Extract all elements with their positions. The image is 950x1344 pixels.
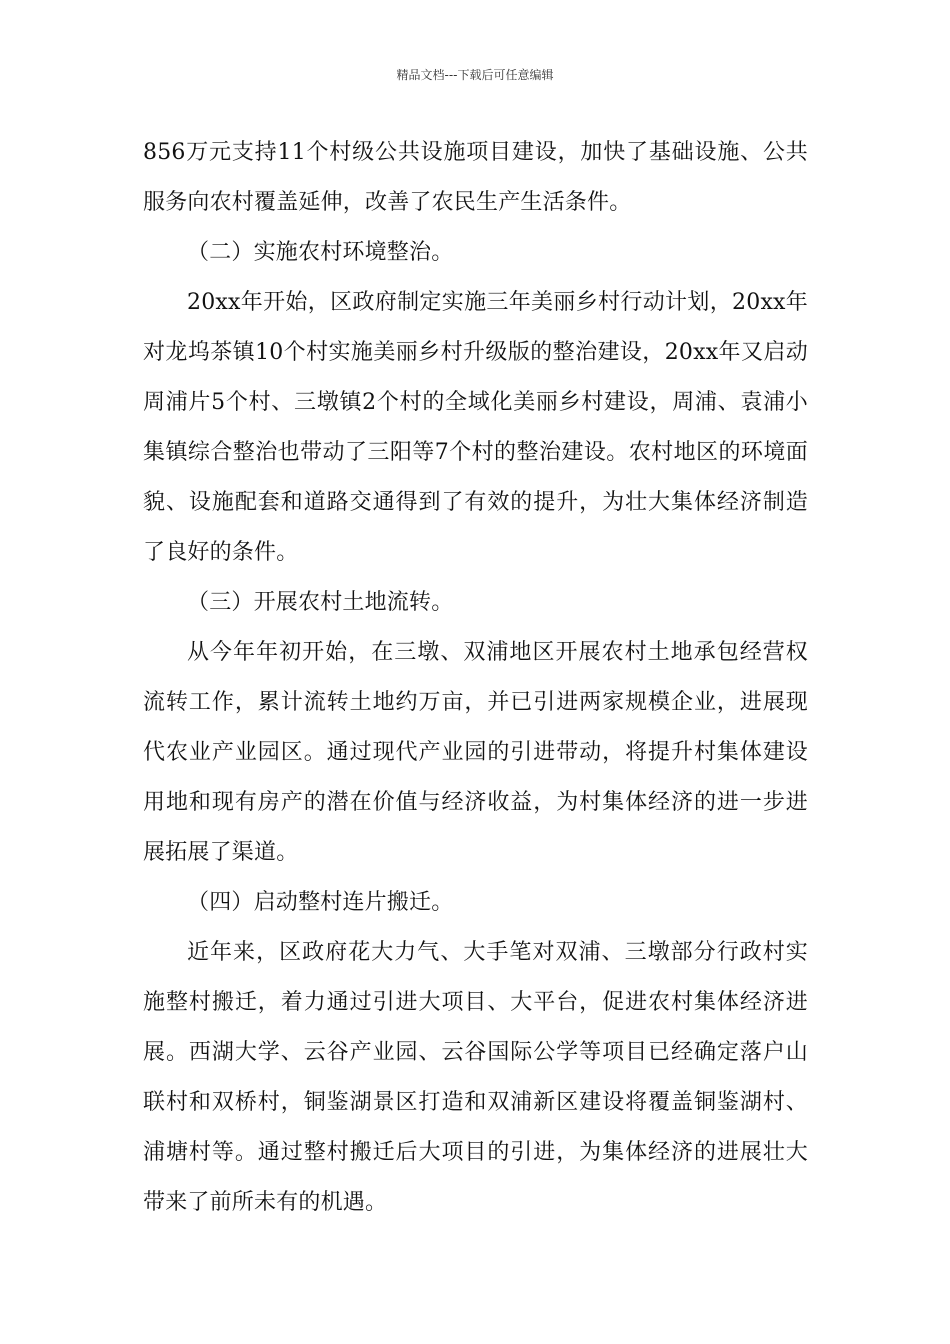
section-heading-2: （二）实施农村环境整治。: [187, 240, 454, 265]
paragraph-land-transfer: 从今年年初开始，在三墩、双浦地区开展农村土地承包经营权流转工作，累计流转土地约万亩，并已引进两家规模企业，进展现代农业产业园区。通过现代产业园的引进带动，将提升村集体建设用地和现有房产的潜在价值与经济收益，为村集体经济的进一步进展拓展了渠道。: [143, 640, 808, 865]
paragraph-continuation: 856万元支持11个村级公共设施项目建设，加快了基础设施、公共服务向农村覆盖延伸，改善了农民生产生活条件。: [143, 140, 808, 215]
section-heading-3: （三）开展农村土地流转。: [187, 590, 454, 615]
paragraph-environment: 20xx年开始，区政府制定实施三年美丽乡村行动计划，20xx年对龙坞茶镇10个村实施美丽乡村升级版的整治建设，20xx年又启动周浦片5个村、三墩镇2个村的全域化美丽乡村建设，周浦、袁浦小集镇综合整治也带动了三阳等7个村的整治建设。农村地区的环境面貌、设施配套和道路交通得到了有效的提升，为壮大集体经济制造了良好的条件。: [143, 290, 808, 565]
section-heading-4: （四）启动整村连片搬迁。: [187, 890, 454, 915]
paragraph-relocation: 近年来，区政府花大力气、大手笔对双浦、三墩部分行政村实施整村搬迁，着力通过引进大项目、大平台，促进农村集体经济进展。西湖大学、云谷产业园、云谷国际公学等项目已经确定落户山联村和双桥村，铜鉴湖景区打造和双浦新区建设将覆盖铜鉴湖村、浦塘村等。通过整村搬迁后大项目的引进，为集体经济的进展壮大带来了前所未有的机遇。: [143, 940, 808, 1215]
page-header: 精品文档---下载后可任意编辑: [396, 68, 554, 82]
document-body: [143, 128, 808, 1228]
